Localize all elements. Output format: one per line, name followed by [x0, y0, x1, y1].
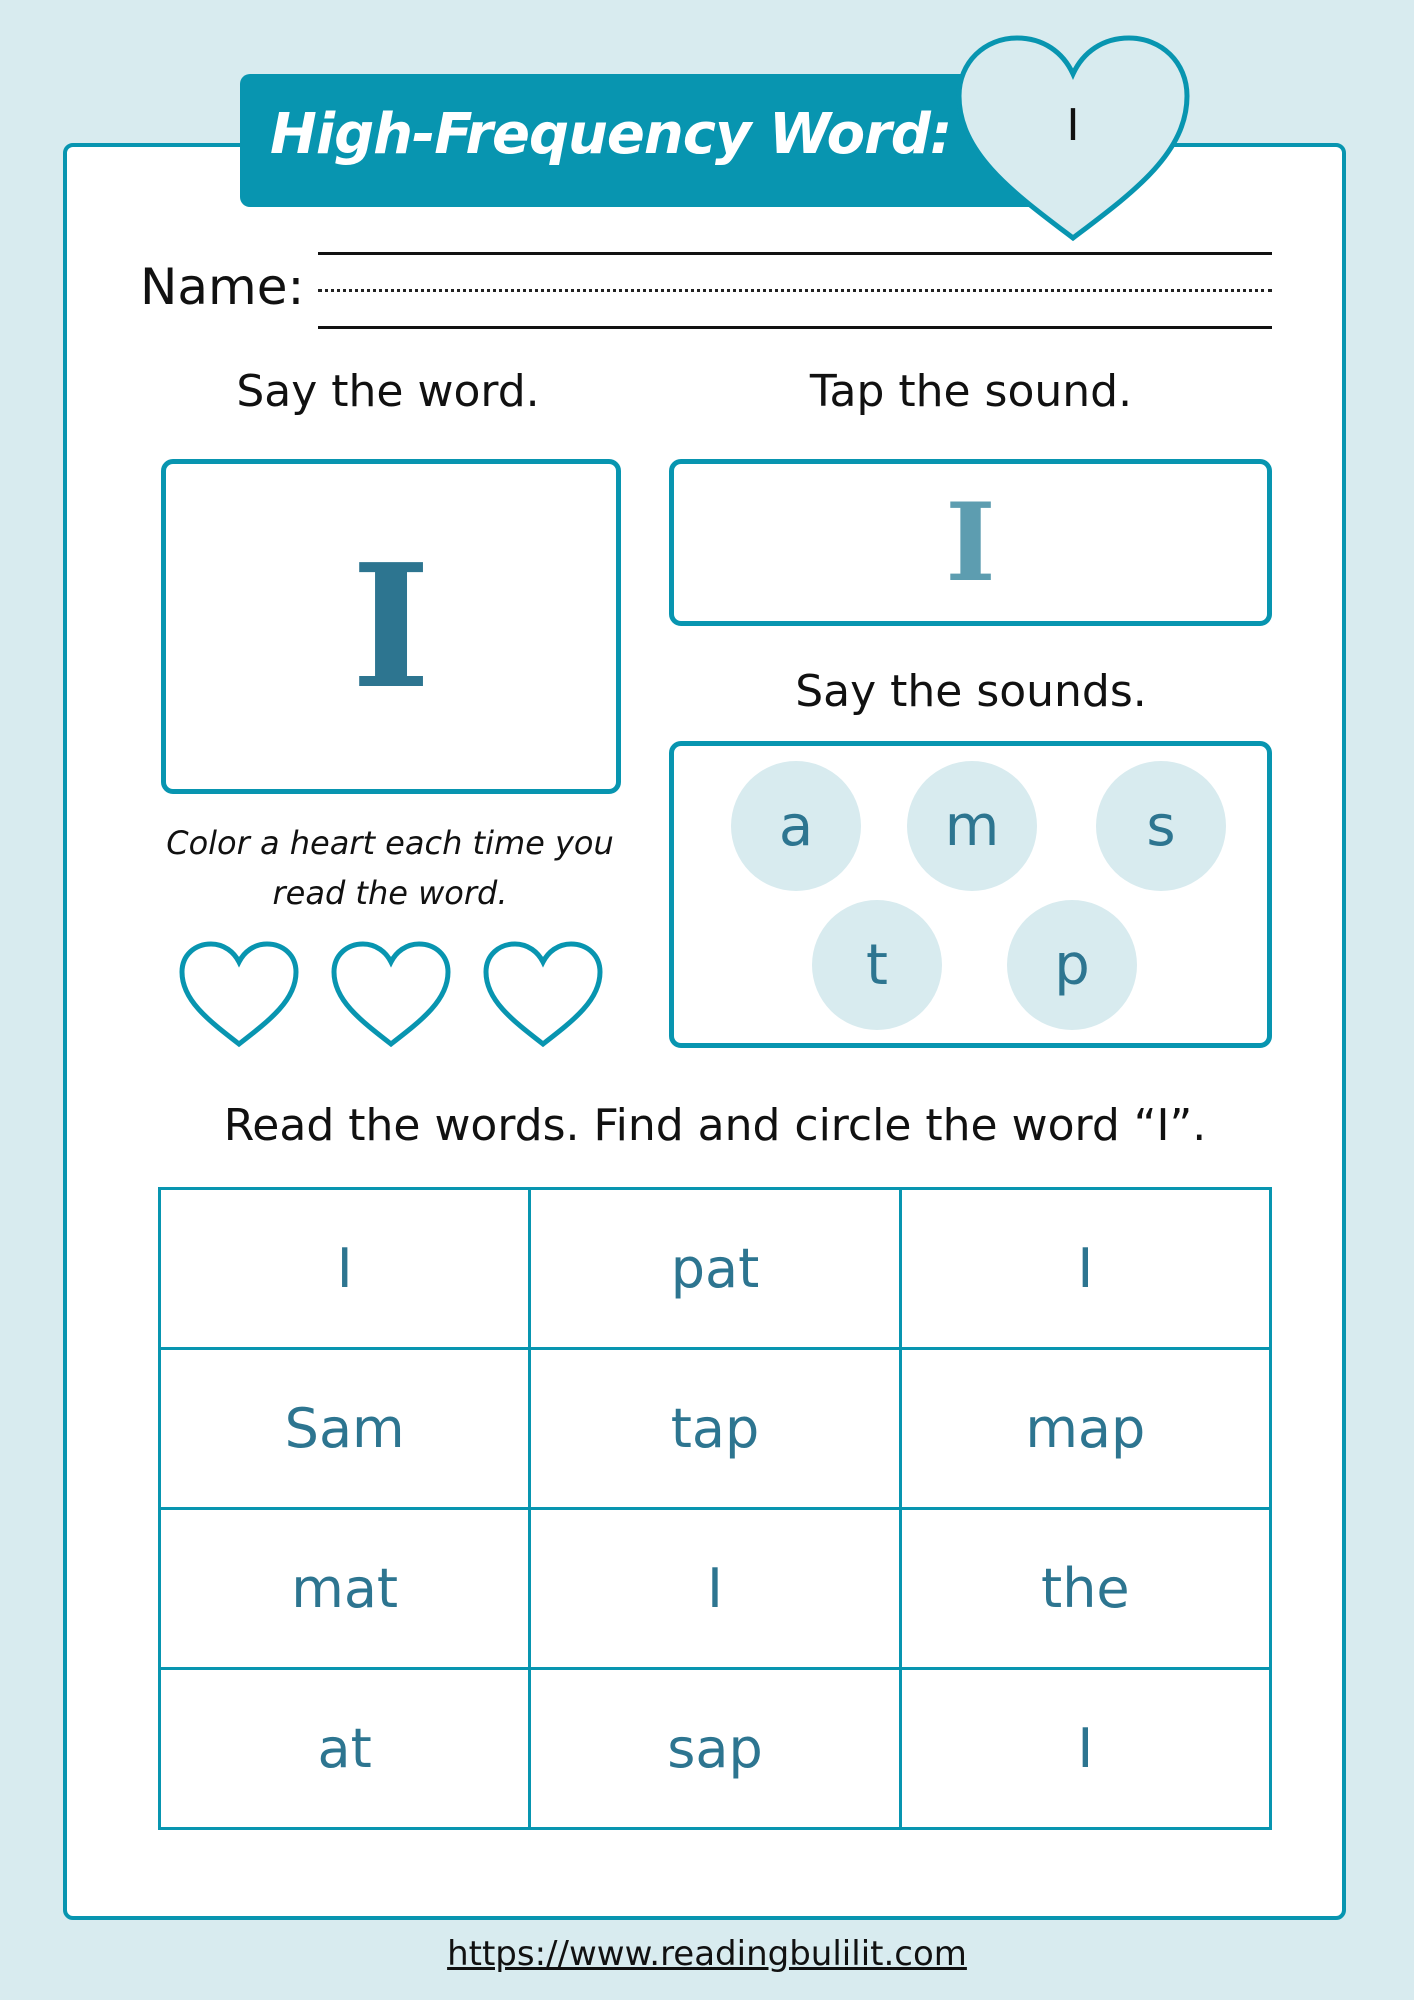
sound-circle-t[interactable]: t — [812, 900, 942, 1030]
title-banner — [240, 74, 1070, 207]
color-hearts-instruction-line1: Color a heart each time you — [166, 824, 614, 862]
name-line-bottom[interactable] — [318, 326, 1272, 329]
tap-sound-letter: I — [945, 479, 996, 606]
word-cell[interactable]: I — [900, 1189, 1270, 1349]
word-cell[interactable]: I — [530, 1509, 900, 1669]
word-cell[interactable]: mat — [160, 1509, 530, 1669]
table-row — [160, 1669, 1271, 1829]
say-word-heading: Say the word. — [236, 366, 540, 417]
name-line-middle[interactable] — [318, 289, 1272, 292]
word-search-instruction: Read the words. Find and circle the word “I”. — [223, 1100, 1207, 1151]
target-word: I — [1066, 100, 1080, 151]
word-cell[interactable]: at — [160, 1669, 530, 1829]
outline-heart-icon[interactable] — [178, 940, 300, 1050]
word-cell[interactable]: pat — [530, 1189, 900, 1349]
word-cell[interactable]: map — [900, 1349, 1270, 1509]
say-sounds-heading: Say the sounds. — [795, 666, 1147, 717]
table-row — [160, 1189, 1271, 1349]
outline-heart-icon[interactable] — [330, 940, 452, 1050]
word-cell[interactable]: I — [160, 1189, 530, 1349]
table-row — [160, 1349, 1271, 1509]
sound-circle-p[interactable]: p — [1007, 900, 1137, 1030]
say-word-letter: I — [351, 526, 431, 727]
footer-link[interactable]: https://www.readingbulilit.com — [447, 1934, 967, 1974]
tap-sound-heading: Tap the sound. — [809, 366, 1133, 417]
tap-sound-box — [669, 459, 1272, 626]
color-hearts-instruction-line2: read the word. — [272, 874, 508, 912]
outline-heart-icon[interactable] — [482, 940, 604, 1050]
sound-circle-s[interactable]: s — [1096, 761, 1226, 891]
name-label: Name: — [140, 258, 305, 316]
word-cell[interactable]: tap — [530, 1349, 900, 1509]
worksheet-title: High-Frequency Word: — [270, 102, 952, 167]
say-word-box — [161, 459, 621, 794]
word-cell[interactable]: sap — [530, 1669, 900, 1829]
word-cell[interactable]: Sam — [160, 1349, 530, 1509]
word-cell[interactable]: I — [900, 1669, 1270, 1829]
sound-circle-m[interactable]: m — [907, 761, 1037, 891]
word-cell[interactable]: the — [900, 1509, 1270, 1669]
sound-circle-a[interactable]: a — [731, 761, 861, 891]
name-line-top[interactable] — [318, 252, 1272, 255]
word-grid — [158, 1187, 1272, 1830]
table-row — [160, 1509, 1271, 1669]
color-hearts-instruction — [150, 818, 630, 918]
